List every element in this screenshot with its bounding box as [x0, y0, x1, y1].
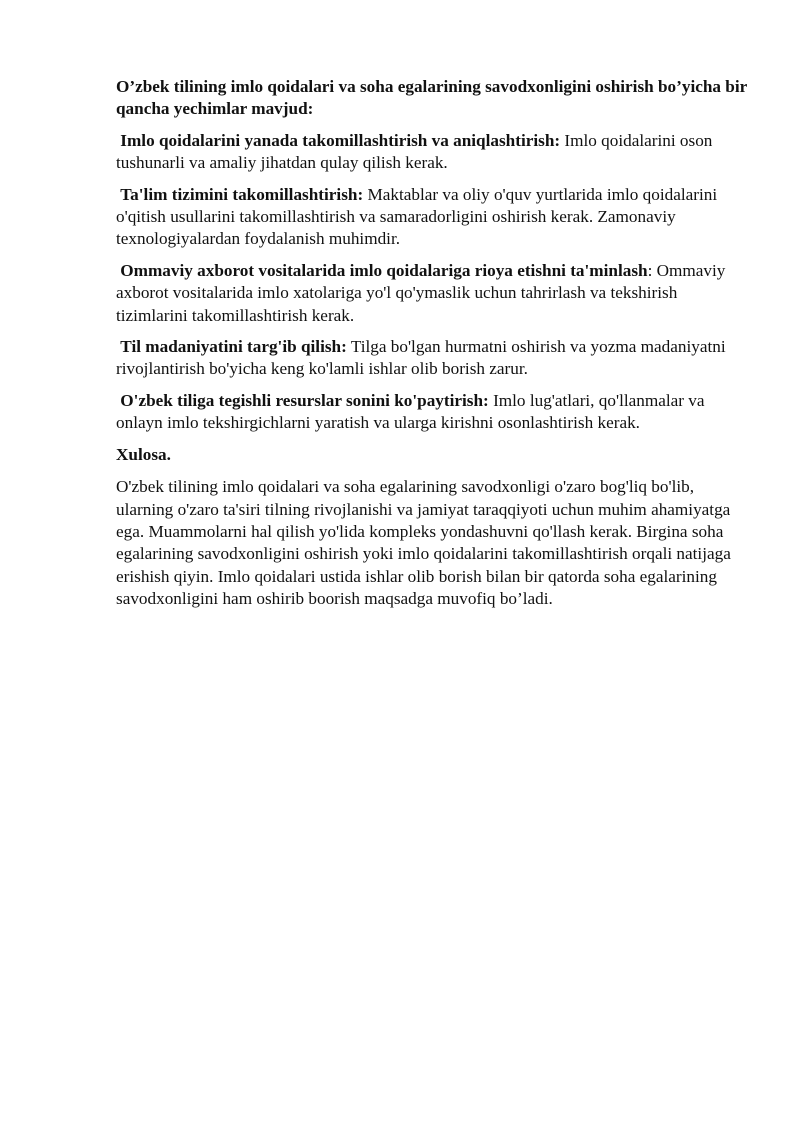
- item-title: Ommaviy axborot vositalarida imlo qoidalariga rioya etishni ta'minlash: [120, 260, 648, 280]
- list-item: [116, 336, 748, 381]
- item-text: Tilga bo'lgan hurmatni oshirish va yozma madaniyatni rivojlantirish bo'yicha keng ko'lamli ishlar olib borish zarur.: [116, 337, 726, 379]
- list-item: [116, 260, 748, 327]
- item-title: Imlo qoidalarini yanada takomillashtirish va aniqlashtirish:: [120, 130, 561, 150]
- item-text: : Ommaviy axborot vositalarida imlo xatolariga yo'l qo'ymaslik uchun tahrirlash va tekshirish tizimlarini takomillashtirish kerak.: [116, 260, 726, 325]
- item-title: Til madaniyatini targ'ib qilish:: [120, 337, 347, 357]
- intro-paragraph: O’zbek tilining imlo qoidalari va soha egalarining savodxonligini oshirish bo’yicha bir qancha yechimlar mavjud:: [116, 77, 747, 119]
- item-text: Imlo qoidalarini oson tushunarli va amaliy jihatdan qulay qilish kerak.: [116, 130, 713, 173]
- item-title: O'zbek tiliga tegishli resurslar sonini ko'paytirish:: [120, 390, 489, 410]
- item-text: Maktablar va oliy o'quv yurtlarida imlo qoidalarini o'qitish usullarini takomillashtirish va samaradorligini oshirish kerak. Zamonaviy texnologiyalardan foydalanish muhimdir.: [116, 184, 718, 249]
- conclusion-heading: Xulosa.: [116, 444, 171, 464]
- document-page: [116, 76, 748, 611]
- item-title: Ta'lim tizimini takomillashtirish:: [120, 184, 364, 204]
- list-item: [116, 130, 748, 175]
- list-item: [116, 390, 748, 435]
- conclusion-paragraph: O'zbek tilining imlo qoidalari va soha egalarining savodxonligi o'zaro bog'liq bo'lib, ularning o'zaro ta'siri tilning rivojlanishi va jamiyat taraqqiyoti uchun muhim ahamiyatga ega. Muammolarni hal qilish yo'lida kompleks yondashuvni qo'llash kerak. Birgina soha egalarining savodxonligini oshirish yoki imlo qoidalarini takomillashtirish orqali natijaga erishish qiyin. Imlo qoidalari ustida ishlar olib borish bilan bir qatorda soha egalarining savodxonligini ham oshirib boorish maqsadga muvofiq bo’ladi.: [116, 477, 731, 609]
- list-item: [116, 184, 748, 251]
- item-text: Imlo lug'atlari, qo'llanmalar va onlayn imlo tekshirgichlarni yaratish va ularga kirishni osonlashtirish kerak.: [116, 390, 705, 433]
